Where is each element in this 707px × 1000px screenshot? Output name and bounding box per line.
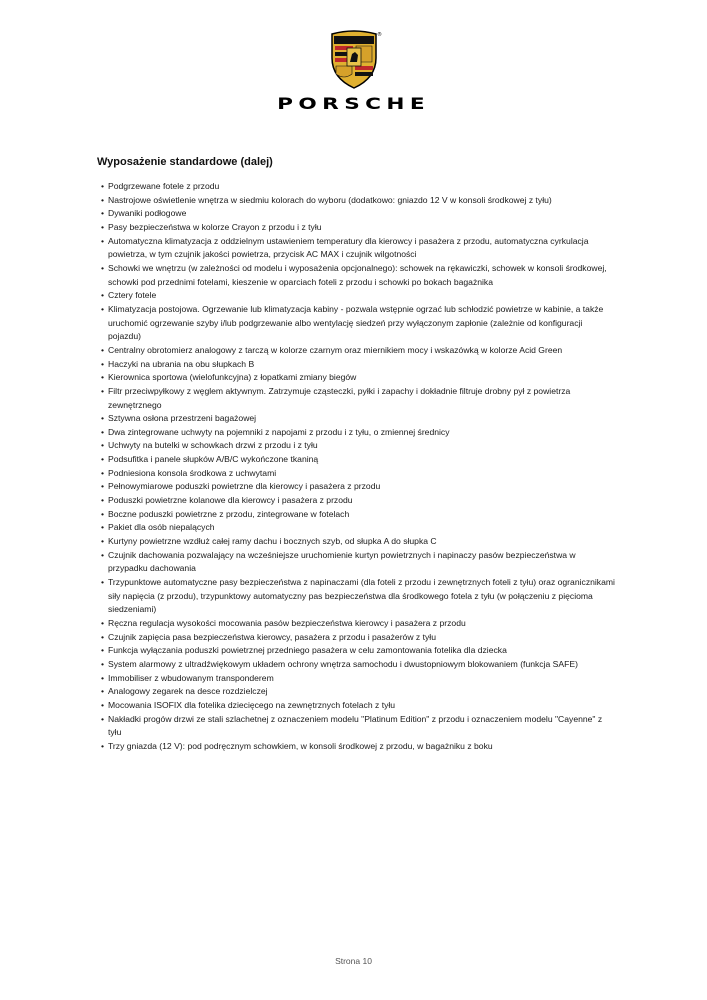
list-item: • Dwa zintegrowane uchwyty na pojemniki z napojami z przodu i z tyłu, o zmiennej średnicy xyxy=(101,426,617,440)
list-item: • Podsufitka i panele słupków A/B/C wykończone tkaniną xyxy=(101,453,617,467)
list-item: • Cztery fotele xyxy=(101,289,617,303)
list-item: • Boczne poduszki powietrzne z przodu, zintegrowane w fotelach xyxy=(101,508,617,522)
porsche-wordmark: PORSCHE xyxy=(277,94,430,113)
list-item: • Nakładki progów drzwi ze stali szlachetnej z oznaczeniem modelu "Platinum Edition" z przodu i oznaczeniem modelu "Cayenne" z tyłu xyxy=(101,713,617,740)
list-item: • Centralny obrotomierz analogowy z tarczą w kolorze czarnym oraz miernikiem mocy i wskazówką w kolorze Acid Green xyxy=(101,344,617,358)
list-item: • Analogowy zegarek na desce rozdzielczej xyxy=(101,685,617,699)
list-item: • Dywaniki podłogowe xyxy=(101,207,617,221)
list-item: • Pełnowymiarowe poduszki powietrzne dla kierowcy i pasażera z przodu xyxy=(101,480,617,494)
list-item: • Trzy gniazda (12 V): pod podręcznym schowkiem, w konsoli środkowej z przodu, w bagażniku z boku xyxy=(101,740,617,754)
list-item: • Kierownica sportowa (wielofunkcyjna) z łopatkami zmiany biegów xyxy=(101,371,617,385)
list-item: • Pasy bezpieczeństwa w kolorze Crayon z przodu i z tyłu xyxy=(101,221,617,235)
page-number: Strona 10 xyxy=(335,956,372,966)
list-item: • Czujnik dachowania pozwalający na wcześniejsze uruchomienie kurtyn powietrznych i napinaczy pasów bezpieczeństwa w przypadku dachowania xyxy=(101,549,617,576)
list-item: • Ręczna regulacja wysokości mocowania pasów bezpieczeństwa kierowcy i pasażera z przodu xyxy=(101,617,617,631)
list-item: • Sztywna osłona przestrzeni bagażowej xyxy=(101,412,617,426)
porsche-logo xyxy=(0,28,707,114)
svg-text:®: ® xyxy=(376,32,382,38)
list-item: • Poduszki powietrzne kolanowe dla kierowcy i pasażera z przodu xyxy=(101,494,617,508)
list-item: • Haczyki na ubrania na obu słupkach B xyxy=(101,358,617,372)
list-item: • Uchwyty na butelki w schowkach drzwi z przodu i z tyłu xyxy=(101,439,617,453)
list-item: • Podgrzewane fotele z przodu xyxy=(101,180,617,194)
list-item: • Funkcja wyłączania poduszki powietrznej przedniego pasażera w celu zamontowania fotelika dla dziecka xyxy=(101,644,617,658)
list-item: • Pakiet dla osób niepalących xyxy=(101,521,617,535)
list-item: • Immobiliser z wbudowanym transponderem xyxy=(101,672,617,686)
list-item: • Trzypunktowe automatyczne pasy bezpieczeństwa z napinaczami (dla foteli z przodu i zewnętrznych foteli z tyłu) oraz ogranicznikami siły napięcia (z przodu), trzypunktowy automatyczny pas bezpieczeństwa dla środkowego fotela z tyłu (w połączeniu z pięcioma siedzeniami) xyxy=(101,576,617,617)
list-item: • Mocowania ISOFIX dla fotelika dziecięcego na zewnętrznych fotelach z tyłu xyxy=(101,699,617,713)
list-item: • Klimatyzacja postojowa. Ogrzewanie lub klimatyzacja kabiny - pozwala wstępnie ogrzać lub schłodzić powietrze w kabinie, a także uruchomić ogrzewanie szyby i/lub podgrzewanie albo wentylację siedzeń przy wyłączonym zapłonie (zależnie od konfiguracji pojazdu) xyxy=(101,303,617,344)
standard-equipment-list xyxy=(97,180,617,754)
porsche-crest-icon xyxy=(328,28,380,90)
list-item: • System alarmowy z ultradźwiękowym układem ochrony wnętrza samochodu i dwustopniowym blokowaniem (funkcja SAFE) xyxy=(101,658,617,672)
list-item: • Nastrojowe oświetlenie wnętrza w siedmiu kolorach do wyboru (dodatkowo: gniazdo 12 V w konsoli środkowej z tyłu) xyxy=(101,194,617,208)
document-body xyxy=(97,156,617,754)
list-item: • Podniesiona konsola środkowa z uchwytami xyxy=(101,467,617,481)
section-heading: Wyposażenie standardowe (dalej) xyxy=(97,156,273,168)
list-item: • Filtr przeciwpyłkowy z węglem aktywnym. Zatrzymuje cząsteczki, pyłki i zapachy i dokładnie filtruje drobny pył z powietrza zewnętrznego xyxy=(101,385,617,412)
list-item: • Automatyczna klimatyzacja z oddzielnym ustawieniem temperatury dla kierowcy i pasażera z przodu, automatyczna cyrkulacja powietrza, w tym czujnik jakości powietrza, przycisk AC MAX i czujnik wilgotności xyxy=(101,235,617,262)
list-item: • Kurtyny powietrzne wzdłuż całej ramy dachu i bocznych szyb, od słupka A do słupka C xyxy=(101,535,617,549)
list-item: • Czujnik zapięcia pasa bezpieczeństwa kierowcy, pasażera z przodu i pasażerów z tyłu xyxy=(101,631,617,645)
list-item: • Schowki we wnętrzu (w zależności od modelu i wyposażenia opcjonalnego): schowek na rękawiczki, schowek w konsoli środkowej, schowki pod przednimi fotelami, kieszenie w oparciach foteli z przodu i schowki po bokach bagażnika xyxy=(101,262,617,289)
